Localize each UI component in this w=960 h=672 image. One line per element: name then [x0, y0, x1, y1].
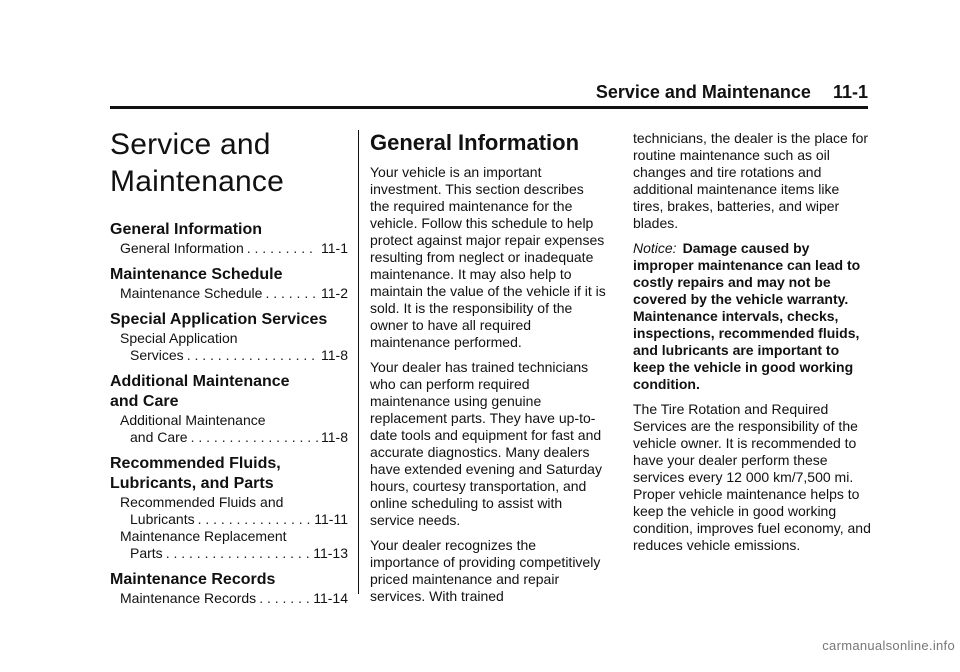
header-rule: [110, 106, 868, 109]
running-header-section: Service and Maintenance: [595, 82, 811, 102]
chapter-title: [110, 126, 348, 200]
toc-entry[interactable]: [110, 285, 348, 302]
toc-entry-title: Maintenance Replacement: [120, 528, 287, 544]
toc-entry[interactable]: [110, 240, 348, 257]
chapter-title-line-2: Maintenance: [110, 165, 284, 198]
toc-entry-page: 11-1: [321, 240, 348, 256]
paragraph-dealer-technicians: Your dealer has trained technicians who can perform required maintenance using genuine replacement parts. They have up-to-date tools and equipment for fast and accurate diagnostics. Many dealers have extended evening and Saturday hours, courtesy transportation, and online scheduling to assist with service needs.: [370, 359, 602, 528]
toc-entry-title: General Information: [120, 240, 244, 256]
toc-entry-page: 11-14: [313, 590, 348, 606]
toc-leader-dots: [191, 429, 318, 446]
toc-heading-line-1: Recommended Fluids,: [110, 455, 281, 472]
toc-entry[interactable]: [110, 330, 348, 364]
chapter-title-line-1: Service and: [110, 128, 271, 161]
toc-entry-title: Recommended Fluids and: [120, 494, 284, 510]
toc-leader-dots: [166, 545, 311, 562]
watermark: carmanualsonline.info: [822, 638, 955, 653]
toc-entry-title: Maintenance Records: [120, 590, 257, 606]
toc-entry-page: 11-2: [321, 285, 348, 301]
toc-section-general-information: [110, 220, 348, 257]
toc-leader-dots: [265, 285, 318, 302]
toc-section-maintenance-records: [110, 570, 348, 607]
chapter-toc-column: [110, 126, 348, 615]
toc-entry[interactable]: [110, 494, 348, 528]
running-header: [578, 82, 868, 103]
toc-heading-line-2: Lubricants, and Parts: [110, 475, 274, 492]
toc-entry[interactable]: [110, 412, 348, 446]
toc-section-special-application: [110, 310, 348, 364]
toc-entry-title: Maintenance Schedule: [120, 285, 263, 301]
toc-entry-title: Additional Maintenance: [120, 412, 266, 428]
toc-heading: Maintenance Schedule: [110, 266, 283, 283]
toc-entry-title-cont: Lubricants: [130, 511, 195, 527]
toc-section-additional-maintenance: [110, 372, 348, 446]
notice-block: [633, 240, 871, 393]
toc-entry-title: Special Application: [120, 330, 238, 346]
notice-label: Notice:: [633, 240, 677, 256]
toc-heading: [110, 372, 348, 412]
toc-entry-title-cont: Parts: [130, 545, 163, 561]
toc-entry[interactable]: [110, 590, 348, 607]
toc-entry-page: 11-8: [321, 347, 348, 363]
paragraph-dealer-pricing-continued: technicians, the dealer is the place for routine maintenance such as oil changes and tire rotations and additional maintenance items like tires, brakes, batteries, and wiper blades.: [633, 130, 869, 231]
toc-section-maintenance-schedule: [110, 265, 348, 302]
body-column-left: [370, 130, 606, 613]
toc-heading: General Information: [110, 221, 263, 238]
section-heading: General Information: [370, 130, 580, 155]
page-number: 11-1: [832, 82, 868, 102]
paragraph-intro: Your vehicle is an important investment. This section describes the required maintenance for the vehicle. Follow this schedule to help protect against major repair expenses resulting from neglect or inadequate maintenance. It may also help to maintain the value of the vehicle if it is sold. It is the responsibility of the owner to have all required maintenance performed.: [370, 164, 606, 350]
toc-entry-title-cont: and Care: [130, 429, 188, 445]
toc-entry-page: 11-11: [314, 511, 348, 527]
toc-heading-line-1: Additional Maintenance: [110, 373, 290, 390]
toc-leader-dots: [187, 347, 318, 364]
toc-leader-dots: [259, 590, 310, 607]
toc-heading: Special Application Services: [110, 311, 328, 328]
toc-entry[interactable]: [110, 528, 348, 562]
toc-heading-line-2: and Care: [110, 393, 179, 410]
toc-entry-title-cont: Services: [130, 347, 184, 363]
column-divider: [358, 130, 359, 594]
toc-entry-page: 11-13: [313, 545, 348, 561]
notice-text: Damage caused by improper maintenance can lead to costly repairs and may not be covered by the vehicle warranty. Maintenance intervals, checks, inspections, recommended fluids, and lubricants are important to keep the vehicle in good working condition.: [633, 240, 861, 392]
toc-heading: [110, 454, 348, 494]
toc-leader-dots: [198, 511, 312, 528]
body-column-right: [633, 130, 871, 562]
toc-leader-dots: [247, 240, 318, 257]
toc-section-recommended-fluids: [110, 454, 348, 562]
toc-entry-page: 11-8: [321, 429, 348, 445]
paragraph-dealer-pricing: Your dealer recognizes the importance of providing competitively priced maintenance and repair services. With trained: [370, 537, 601, 604]
toc-heading: Maintenance Records: [110, 571, 276, 588]
paragraph-tire-rotation: The Tire Rotation and Required Services are the responsibility of the vehicle owner. It is recommended to have your dealer perform these services every 12 000 km/7,500 mi. Proper vehicle maintenance helps to keep the vehicle in good working condition, improves fuel economy, and reduces vehicle emissions.: [633, 401, 871, 553]
